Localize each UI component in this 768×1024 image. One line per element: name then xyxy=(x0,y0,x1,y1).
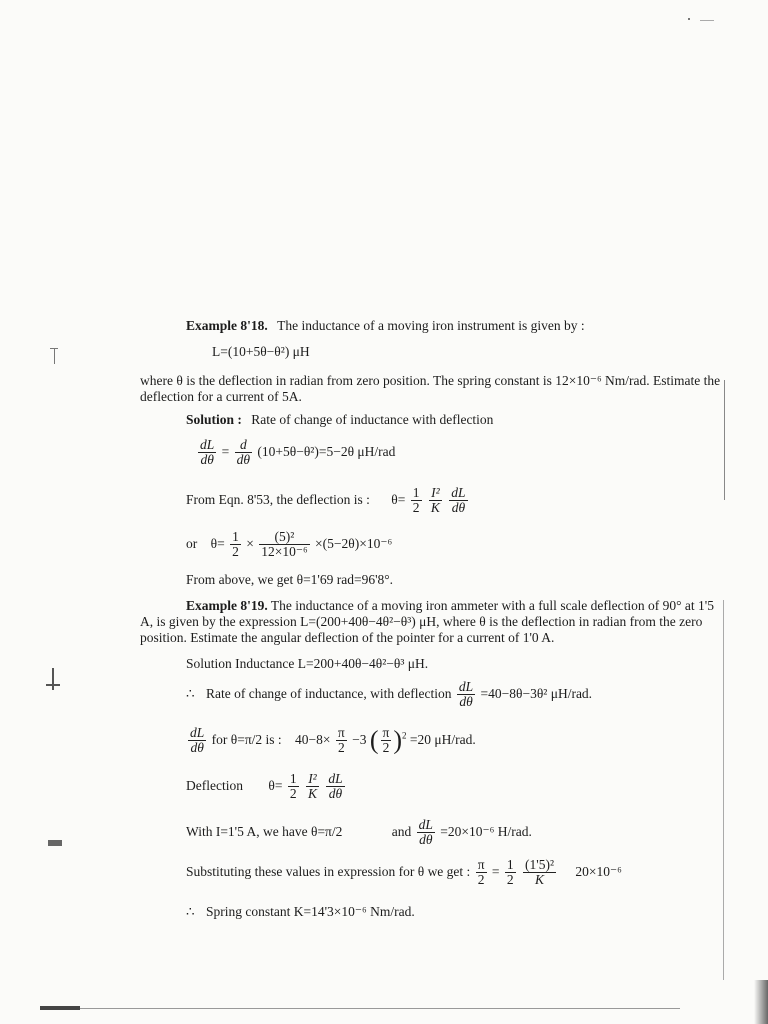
calc-part-c: =20 μH/rad. xyxy=(409,731,476,747)
equals-sign: = xyxy=(491,863,500,879)
numerator: dL xyxy=(458,679,474,694)
numerator: 1 xyxy=(232,529,239,544)
spring-constant-result: Spring constant K=14'3×10⁻⁶ Nm/rad. xyxy=(205,904,415,919)
therefore-sign: ∴ xyxy=(186,685,195,701)
numerator: π xyxy=(477,857,485,872)
denominator: dθ xyxy=(190,740,204,756)
eqn-text: From Eqn. 8'53, the deflection is : xyxy=(186,491,370,507)
denominator: dθ xyxy=(451,500,466,516)
denominator: 2 xyxy=(382,740,390,756)
scan-speck xyxy=(54,348,55,364)
rate-text: Rate of change of inductance, with deflection xyxy=(205,685,452,701)
denominator: 2 xyxy=(289,786,297,802)
numerator: π xyxy=(382,725,390,740)
example-18-solution-label: Solution : xyxy=(186,412,242,427)
example-18-body: where θ is the deflection in radian from zero position. The spring constant is 12×10⁻⁶ Nm/rad. Estimate the deflection for a current of 5A. xyxy=(140,373,721,404)
example-18-result: From above, we get θ=1'69 rad=96'8°. xyxy=(186,572,394,587)
scan-speck xyxy=(46,684,60,686)
or-text: or xyxy=(186,535,198,551)
fraction-current-spring xyxy=(259,530,309,559)
substitution-text: Substituting these values in expression for θ we get : xyxy=(186,863,471,879)
example-19-with-line xyxy=(186,818,532,847)
substitution-tail: 20×10⁻⁶ xyxy=(575,863,622,879)
theta-equals: θ= xyxy=(391,491,406,507)
example-18-heading: Example 8'18. xyxy=(186,318,268,333)
fraction-i2-k xyxy=(429,486,442,515)
example-19-body: The inductance of a moving iron ammeter with a full scale deflection of 90° at 1'5 A, is given by the expression L=(200+40θ−4θ²−θ³) μH, where θ is the deflection in radian from the zero position. Estimate the angular deflection of the pointer for a current of 1'0 A. xyxy=(140,598,714,645)
fraction-one-half xyxy=(288,772,299,801)
example-18-heading-line xyxy=(186,318,585,334)
numerator: dL xyxy=(418,817,433,832)
scan-speck xyxy=(40,1006,80,1010)
example-18-solution-text: Rate of change of inductance with deflection xyxy=(251,412,494,427)
example-18-statement: The inductance of a moving iron instrument is given by : xyxy=(277,318,585,333)
denominator: 2 xyxy=(232,544,239,560)
denominator: dθ xyxy=(236,452,251,468)
example-18-or-line xyxy=(186,530,392,559)
theta-equals: θ= xyxy=(210,535,225,551)
numerator: (1'5)² xyxy=(525,857,554,872)
scan-speck xyxy=(700,20,714,21)
numerator: 1 xyxy=(412,485,420,500)
example-19-deflection-line xyxy=(186,772,347,801)
fraction-i2-k xyxy=(306,772,319,801)
example-18-eqn-line xyxy=(186,486,470,515)
fraction-dl-dtheta xyxy=(326,772,344,801)
theta-equals: θ= xyxy=(268,777,283,793)
fraction-d-dtheta xyxy=(235,438,252,467)
therefore-sign: ∴ xyxy=(186,904,195,919)
fraction-dl-dtheta xyxy=(457,680,475,709)
numerator: dL xyxy=(328,771,343,786)
fraction-pi-half xyxy=(336,726,347,755)
denominator: K xyxy=(430,500,440,516)
scan-margin-line xyxy=(724,380,725,500)
fraction-pi-half xyxy=(381,726,392,755)
denominator: dθ xyxy=(459,694,473,710)
denominator: dθ xyxy=(419,832,433,848)
denominator: K xyxy=(535,872,545,888)
scan-bottom-line xyxy=(40,1008,680,1009)
denominator: K xyxy=(307,786,317,802)
calc-part-b: −3 xyxy=(352,731,367,747)
numerator: (5)² xyxy=(259,530,309,545)
or-line-tail: ×(5−2θ)×10⁻⁶ xyxy=(315,535,393,551)
example-18-rate-equation: $\frac{dL}{d\theta}$ = $\frac{d}{d\theta}$ (10+5θ−θ²)=5−2θ μH/rad xyxy=(200,437,396,468)
scan-speck xyxy=(688,18,690,20)
numerator: 1 xyxy=(506,857,514,872)
denominator: 2 xyxy=(337,740,345,756)
and-text: and xyxy=(391,823,412,839)
fraction-one-half xyxy=(505,858,516,887)
numerator: dL xyxy=(190,725,205,740)
denominator: 2 xyxy=(477,872,485,888)
numerator: π xyxy=(337,725,345,740)
times-sign: × xyxy=(246,535,254,551)
example-19-solution-line: Solution Inductance L=200+40θ−4θ²−θ³ μH. xyxy=(186,656,429,671)
numerator: I² xyxy=(429,486,442,501)
numerator: dL xyxy=(200,437,215,452)
rate-expression: (10+5θ−θ²)=5−2θ μH/rad xyxy=(257,443,396,459)
example-19-substitution-line xyxy=(186,858,622,887)
numerator: dL xyxy=(451,485,466,500)
fraction-one-half xyxy=(230,530,241,559)
example-19-paragraph xyxy=(140,598,722,646)
with-text: With I=1'5 A, we have θ=π/2 xyxy=(186,823,343,839)
fraction-dl-dtheta xyxy=(417,818,435,847)
example-19-evaluation-line: $\frac{dL}{d\theta}$ for θ=π/2 is : 40−8× $\frac{\pi}{2}$ −3 ( $\frac{\pi}{2}$ )$^2$ =20 μH/rad. xyxy=(190,725,476,756)
example-18-formula: L=(10+5θ−θ²) μH xyxy=(212,344,310,359)
denominator: dθ xyxy=(328,786,343,802)
scan-margin-line xyxy=(723,600,724,980)
denominator: 2 xyxy=(412,500,420,516)
fraction-one-half xyxy=(411,486,422,515)
fraction-dl-dtheta xyxy=(198,438,216,467)
scan-edge-shadow xyxy=(754,980,768,1024)
rate-rhs: =40−8θ−3θ² μH/rad. xyxy=(480,685,593,701)
fraction-dl-dtheta xyxy=(449,486,467,515)
and-rhs: =20×10⁻⁶ H/rad. xyxy=(440,823,532,839)
scan-speck xyxy=(48,840,62,846)
example-18-solution-line xyxy=(186,412,493,428)
deflection-label: Deflection xyxy=(186,777,243,793)
scan-speck xyxy=(52,668,54,690)
example-19-rate-line xyxy=(186,680,592,709)
denominator: dθ xyxy=(200,452,214,468)
fraction-current-k xyxy=(523,858,556,887)
fraction-pi-half xyxy=(476,858,487,887)
numerator: 1 xyxy=(289,771,297,786)
example-19-heading: Example 8'19. xyxy=(186,598,268,613)
denominator: 2 xyxy=(506,872,514,888)
numerator: d xyxy=(235,438,252,453)
numerator: I² xyxy=(306,772,319,787)
example-19-spring-line xyxy=(186,904,415,920)
fraction-dl-dtheta xyxy=(188,726,206,755)
for-text: for θ=π/2 is : xyxy=(211,731,282,747)
denominator: 12×10⁻⁶ xyxy=(261,544,308,560)
calc-part-a: 40−8× xyxy=(295,731,331,747)
